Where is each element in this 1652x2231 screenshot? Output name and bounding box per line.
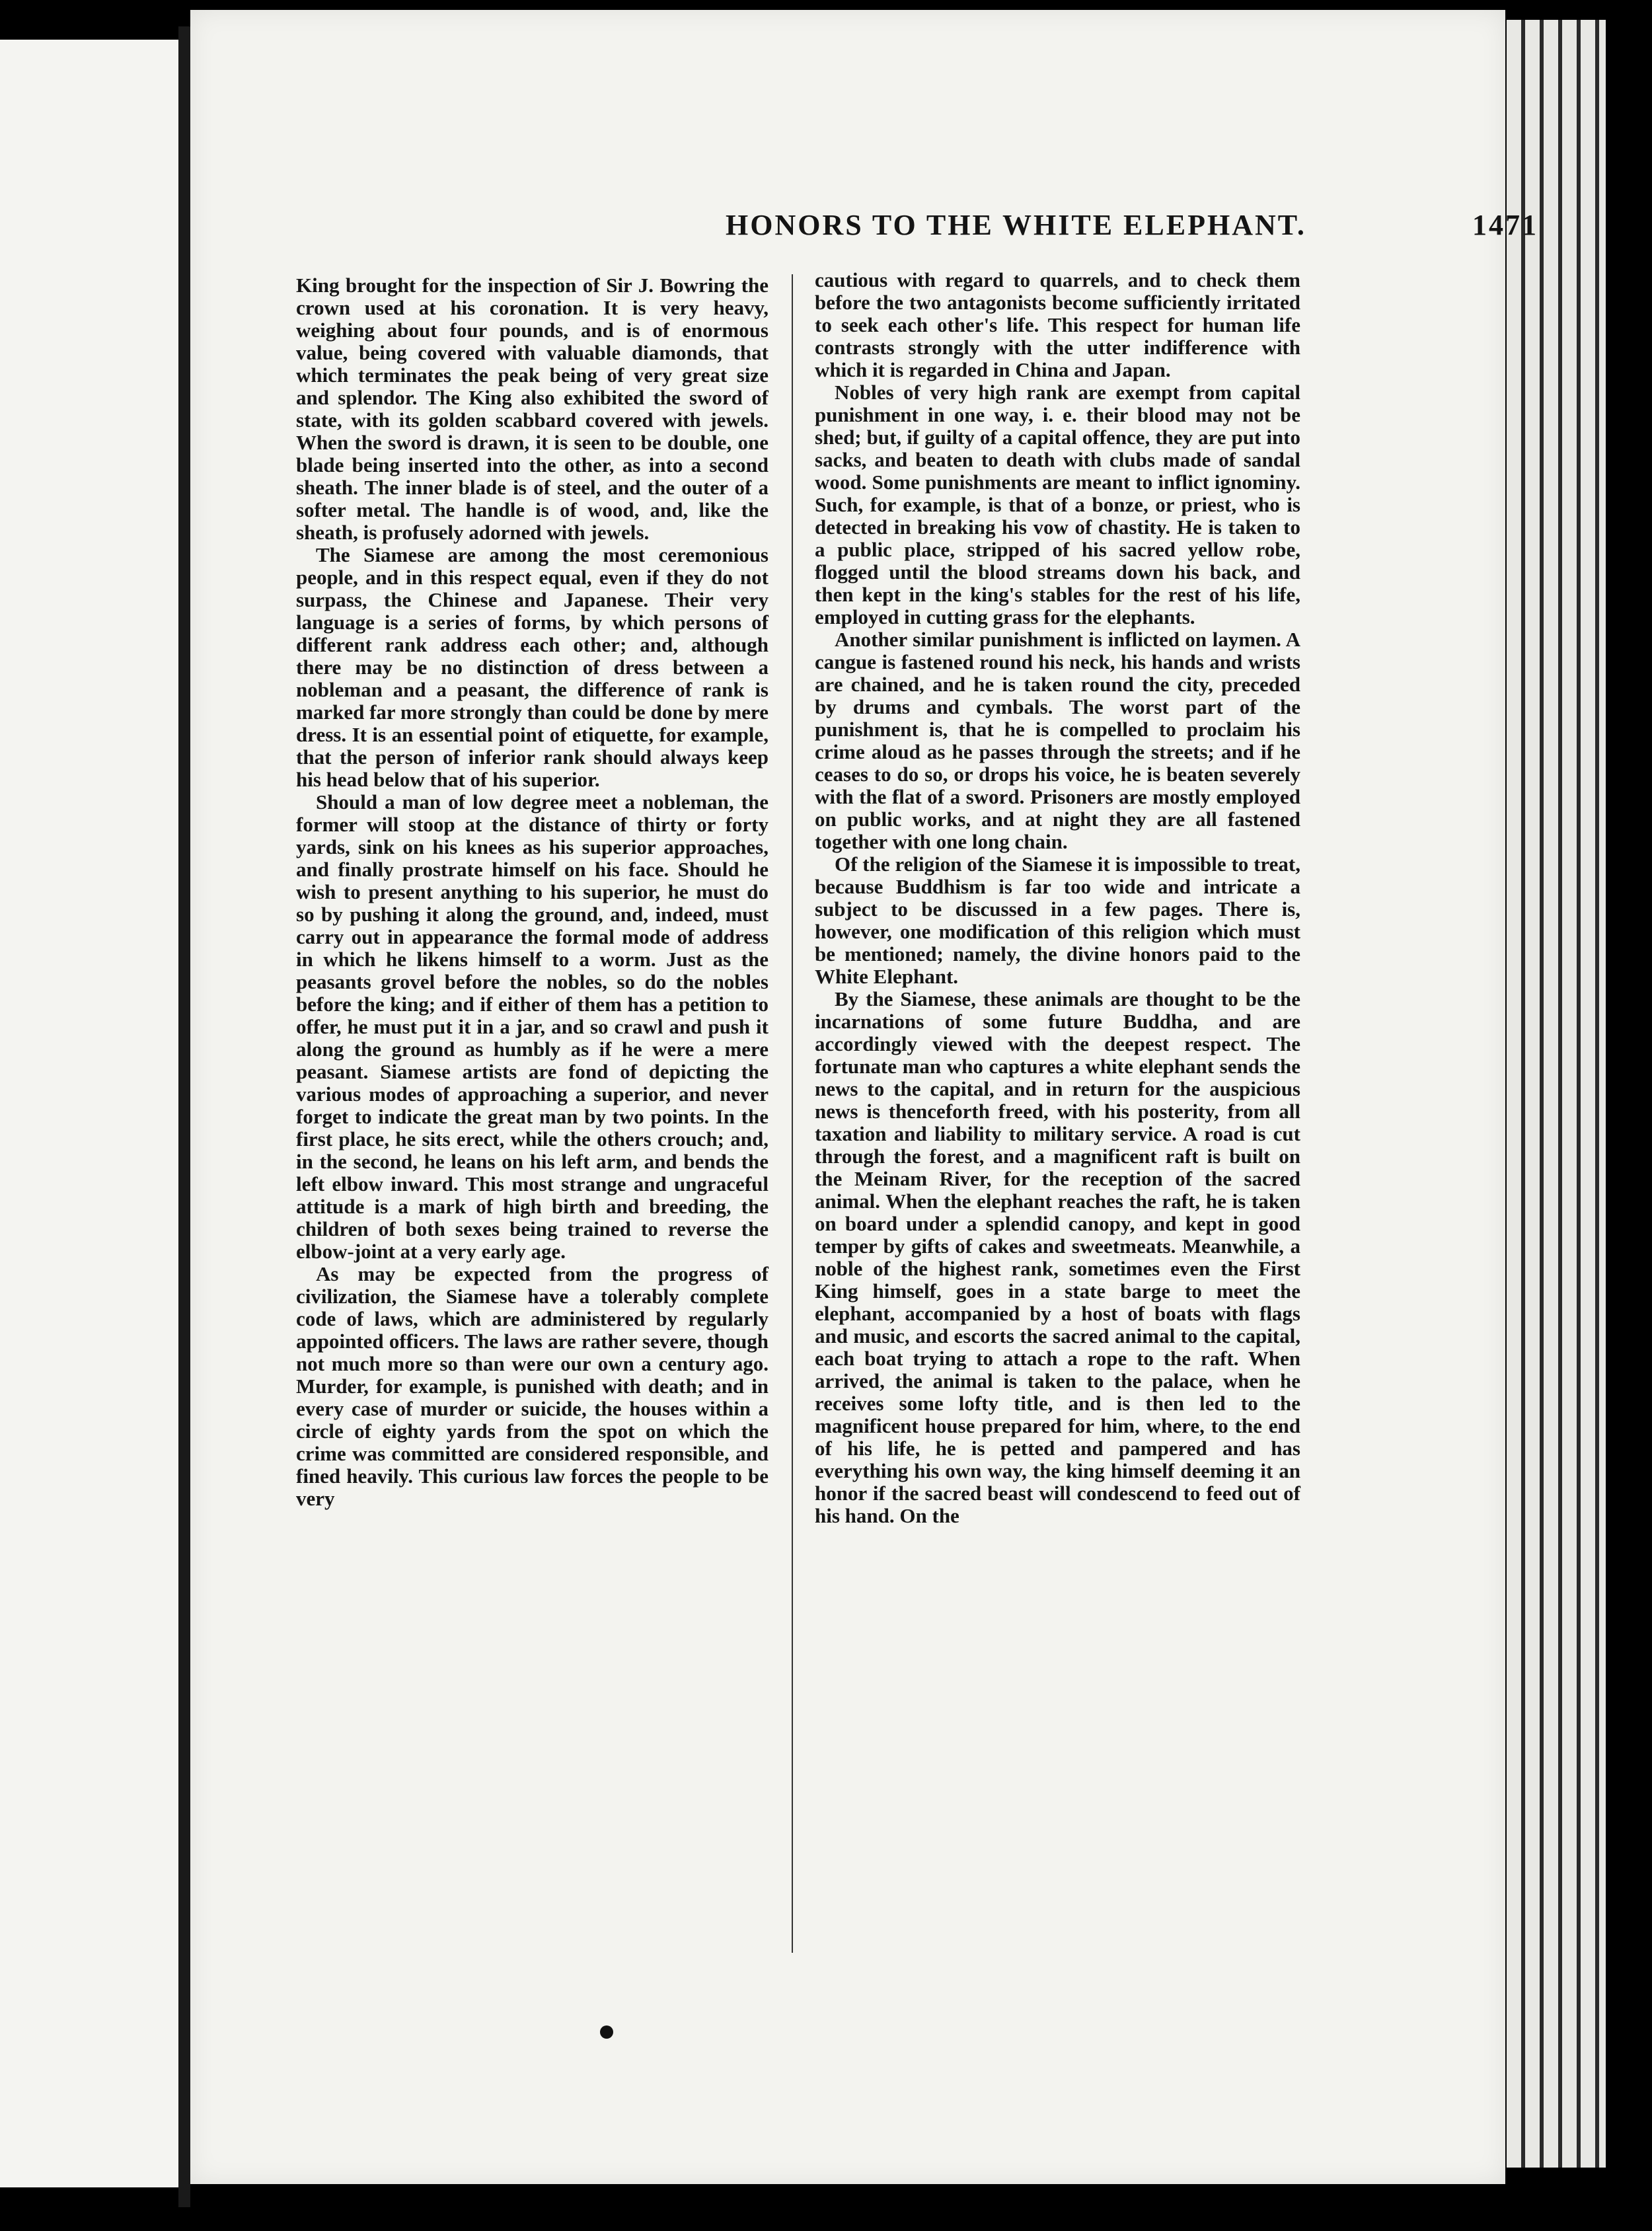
- column-divider: [792, 274, 793, 1953]
- paragraph: Of the religion of the Siamese it is impossible to treat, because Buddhism is far too wide and intricate a subject to be discussed in a few pages. There is, however, one modification of this religion which must be mentioned; namely, the divine honors paid to the White Elephant.: [815, 852, 1300, 988]
- running-title: HONORS TO THE WHITE ELEPHANT.: [726, 209, 1306, 241]
- book-page: [190, 10, 1538, 2184]
- page-stack-edges: [1507, 20, 1606, 2168]
- binding-gutter: [178, 26, 190, 2207]
- paragraph: Should a man of low degree meet a nobleman, the former will stoop at the distance of thirty or forty yards, sink on his knees as his superior approaches, and finally prostrate himself on his face. Should he wish to present anything to his superior, he must do so by pushing it along the ground, and, indeed, must carry out in appearance the formal mode of address in which he likens himself to a worm. Just as the peasants grovel before the nobles, so do the nobles before the king; and if either of them has a petition to offer, he must put it in a jar, and so crawl and push it along the ground as humbly as if he were a mere peasant. Siamese artists are fond of depicting the various modes of approaching a superior, and never forget to indicate the great man by two points. In the first place, he sits erect, while the others crouch; and, in the second, he leans on his left arm, and bends the left elbow inward. This most strange and ungraceful attitude is a mark of high birth and breeding, the children of both sexes being trained to reverse the elbow-joint at a very early age.: [296, 790, 769, 1263]
- paragraph: Nobles of very high rank are exempt from capital punishment in one way, i. e. their blood may not be shed; but, if guilty of a capital offence, they are put into sacks, and beaten to death with clubs made of sandal wood. Some punishments are meant to inflict ignominy. Such, for example, is that of a bonze, or priest, who is detected in breaking his vow of chastity. He is taken to a public place, stripped of his sacred yellow robe, flogged until the blood streams down his back, and then kept in the king's stables for the rest of his life, employed in cutting grass for the elephants.: [815, 381, 1300, 628]
- previous-page-edge: [0, 40, 178, 2187]
- page-number: 1471: [1472, 209, 1538, 241]
- paragraph: cautious with regard to quarrels, and to check them before the two antagonists become sufficiently irritated to seek each other's life. This respect for human life contrasts strongly with the utter indifference with which it is regarded in China and Japan.: [815, 268, 1300, 381]
- paragraph: By the Siamese, these animals are thought to be the incarnations of some future Buddha, and are accordingly viewed with the deepest respect. The fortunate man who captures a white elephant sends the news to the capital, and in return for the auspicious news is thenceforth freed, with his posterity, from all taxation and liability to military service. A road is cut through the forest, and a magnificent raft is built on the Meinam River, for the reception of the sacred animal. When the elephant reaches the raft, he is taken on board under a splendid canopy, and kept in good temper by gifts of cakes and sweetmeats. Meanwhile, a noble of the highest rank, sometimes even the First King himself, goes in a state barge to meet the elephant, accompanied by a host of boats with flags and music, and escorts the sacred animal to the capital, each boat trying to attach a rope to the raft. When arrived, the animal is taken to the palace, when he receives some lofty title, and is then led to the magnificent house prepared for him, where, to the end of his life, he is petted and pampered and has everything his own way, the king himself deeming it an honor if the sacred beast will condescend to feed out of his hand. On the: [815, 987, 1300, 1527]
- left-column: [296, 274, 769, 1510]
- paragraph: King brought for the inspection of Sir J. Bowring the crown used at his coronation. It is very heavy, weighing about four pounds, and is of enormous value, being covered with valuable diamonds, that which terminates the peak being of very great size and splendor. The King also exhibited the sword of state, with its golden scabbard covered with jewels. When the sword is drawn, it is seen to be double, one blade being inserted into the other, as into a second sheath. The inner blade is of steel, and the outer of a softer metal. The handle is of wood, and, like the sheath, is profusely adorned with jewels.: [296, 274, 769, 544]
- right-column: [815, 269, 1300, 1527]
- paragraph: As may be expected from the progress of civilization, the Siamese have a tolerably complete code of laws, which are administered by regularly appointed officers. The laws are rather severe, though not much more so than were our own a century ago. Murder, for example, is punished with death; and in every case of murder or suicide, the houses within a circle of eighty yards from the spot on which the crime was committed are considered responsible, and fined heavily. This curious law forces the people to be very: [296, 1262, 769, 1510]
- paragraph: The Siamese are among the most ceremonious people, and in this respect equal, even if they do not surpass, the Chinese and Japanese. Their very language is a series of forms, by which persons of different rank address each other; and, although there may be no distinction of dress between a nobleman and a peasant, the difference of rank is marked far more strongly than could be done by mere dress. It is an essential point of etiquette, for example, that the person of inferior rank should always keep his head below that of his superior.: [296, 543, 769, 791]
- ink-dot: [600, 2025, 613, 2039]
- paragraph: Another similar punishment is inflicted on laymen. A cangue is fastened round his neck, his hands and wrists are chained, and he is taken round the city, preceded by drums and cymbals. The worst part of the punishment is, that he is compelled to proclaim his crime aloud as he passes through the streets; and if he ceases to do so, or drops his voice, he is beaten severely with the flat of a sword. Prisoners are mostly employed on public works, and at night they are all fastened together with one long chain.: [815, 628, 1300, 853]
